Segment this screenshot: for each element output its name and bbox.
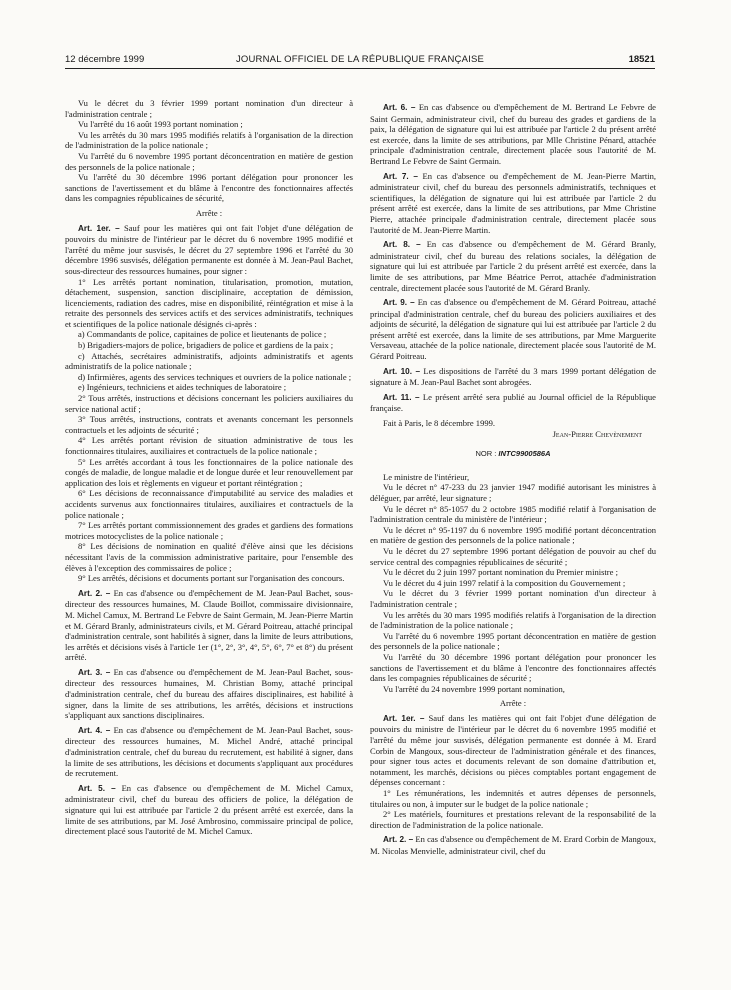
paragraph-text: Vu le décret du 27 septembre 1996 portant délégation de pouvoir au chef du service central des compagnies républicaines de sécurité ; bbox=[370, 545, 656, 567]
paragraph-text: Vu l'arrêté du 30 décembre 1996 portant délégation pour prononcer les sanctions de l'avertissement et du blâme à l'encontre des fonctionnaires affectés dans les compagnies républicaines de sécurité ; bbox=[370, 651, 656, 684]
paragraph-text: Vu l'arrêté du 16 août 1993 portant nomination ; bbox=[78, 119, 243, 130]
paragraph bbox=[370, 788, 656, 809]
article-paragraph bbox=[65, 725, 353, 779]
paragraph bbox=[65, 119, 353, 130]
article-label: Art. 1er. – bbox=[383, 713, 425, 723]
paragraph-text: 5° Les arrêtés accordant à tous les fonctionnaires de la police nationale des congés de maladie, de longue maladie et de longue durée et leur renouvellement par application des lois et règlements en vigueur et portant réintégration ; bbox=[65, 456, 353, 488]
paragraph-text: En cas d'absence ou d'empêchement de M. Gérard Branly, administrateur civil, chef du bureau des relations sociales, la délégation de signature qui lui est attribuée par l'article 2 du présent arrêté est exercée, dans la limite de ses attributions, par Mme Béatrice Perrot, attachée d'administration centrale, directement placée sous l'autorité de M. Gérard Branly. bbox=[370, 239, 656, 293]
paragraph-text: 4° Les arrêtés portant révision de situation administrative de tous les fonctionnaires titulaires, auxiliaires et contractuels de la police nationale ; bbox=[65, 435, 353, 456]
paragraph bbox=[65, 382, 353, 393]
paragraph-text: Vu l'arrêté du 30 décembre 1996 portant délégation pour prononcer les sanctions de l'avertissement et du blâme à l'encontre des fonctionnaires affectés dans les compagnies républicaines de sécurité, bbox=[65, 172, 353, 204]
paragraph-text: Jean-Pierre Chevènement bbox=[552, 428, 642, 439]
paragraph-text: Vu le décret du 4 juin 1997 relatif à la composition du Gouvernement ; bbox=[383, 577, 626, 588]
paragraph bbox=[370, 482, 656, 503]
paragraph-text: NOR : bbox=[475, 449, 497, 459]
paragraph-text: Vu le décret n° 85-1057 du 2 octobre 1985 modifié relatif à l'organisation de l'administration centrale du ministère de l'intérieur ; bbox=[370, 503, 656, 525]
paragraph-text: Arrête : bbox=[195, 207, 223, 218]
paragraph bbox=[370, 504, 656, 525]
header-rule bbox=[65, 68, 655, 69]
paragraph bbox=[370, 418, 656, 429]
paragraph-text: e) Ingénieurs, techniciens et aides techniques de laboratoire ; bbox=[78, 382, 287, 393]
paragraph-text: 3° Tous arrêtés, instructions, contrats et avenants concernant les personnels contractuels et les adjoints de sécurité ; bbox=[65, 414, 353, 435]
paragraph bbox=[370, 631, 656, 652]
paragraph bbox=[370, 546, 656, 567]
paragraph bbox=[65, 151, 353, 172]
article-label: Art. 10. – bbox=[383, 366, 421, 376]
paragraph bbox=[65, 340, 353, 351]
paragraph bbox=[65, 130, 353, 151]
article-paragraph bbox=[65, 223, 353, 277]
paragraph bbox=[65, 520, 353, 541]
paragraph-text: Les dispositions de l'arrêté du 3 mars 1999 portant délégation de signature à M. Jean-Paul Bachet sont abrogées. bbox=[370, 365, 656, 388]
paragraph bbox=[65, 393, 353, 414]
paragraph-text: d) Infirmières, agents des services techniques et ouvriers de la police nationale ; bbox=[78, 371, 352, 382]
paragraph bbox=[370, 472, 656, 483]
paragraph-text: En cas d'absence ou d'empêchement de M. Jean-Paul Bachet, sous-directeur des ressources humaines, M. Michel André, attaché principal d'administration centrale, chef du bureau du recrutement, est habilité à signer, dans la limite de ses attributions, les décisions et documents s'appliquant aux procédures de recrutement. bbox=[65, 724, 353, 779]
paragraph bbox=[65, 435, 353, 456]
paragraph bbox=[65, 541, 353, 573]
paragraph-text: 2° Tous arrêtés, instructions et décisions concernant les policiers auxiliaires du service national actif ; bbox=[65, 393, 353, 414]
paragraph-text: En cas d'absence ou d'empêchement de M. Erard Corbin de Mangoux, M. Nicolas Menvielle, administrateur civil, chef du bbox=[370, 834, 656, 856]
article-label: Art. 6. – bbox=[383, 103, 416, 112]
paragraph bbox=[370, 588, 656, 609]
paragraph-text: 6° Les décisions de reconnaissance d'imputabilité au service des maladies et accidents survenus aux fonctionnaires titulaires, auxiliaires et contractuels de la police nationale ; bbox=[65, 488, 353, 520]
paragraph-text: 8° Les décisions de nomination en qualité d'élève ainsi que les décisions nécessitant l'avis de la commission administrative paritaire, pour l'ensemble des élèves à l'exception des commissaires de police ; bbox=[65, 541, 353, 573]
paragraph-text: En cas d'absence ou d'empêchement de M. Jean-Paul Bachet, sous-directeur des ressources humaines, M. Christian Bomy, attaché principal d'administration centrale, chef du bureau des affaires disciplinaires, est habilité à signer, dans la limite de ses attributions, les arrêtés, décisions et instructions s'appliquant aux sanctions disciplinaires. bbox=[65, 666, 353, 721]
right-column bbox=[370, 98, 656, 857]
paragraph-text: Vu le décret du 3 février 1999 portant nomination d'un directeur à l'administration centrale ; bbox=[370, 588, 656, 609]
article-paragraph bbox=[370, 366, 656, 388]
article-label: Art. 7. – bbox=[383, 171, 418, 181]
paragraph bbox=[65, 414, 353, 435]
paragraph bbox=[65, 172, 353, 204]
article-label: Art. 9. – bbox=[383, 298, 415, 308]
article-paragraph bbox=[370, 239, 656, 293]
paragraph-text: Vu l'arrêté du 24 novembre 1999 portant nomination, bbox=[383, 683, 565, 694]
article-label: Art. 3. – bbox=[78, 667, 111, 677]
paragraph bbox=[370, 684, 656, 695]
paragraph-text: Vu l'arrêté du 6 novembre 1995 portant déconcentration en matière de gestion des personnels de la police nationale ; bbox=[65, 150, 353, 172]
paragraph-text: 1° Les arrêtés portant nomination, titularisation, promotion, mutation, détachement, suspension, sanction disciplinaire, acceptation de démission, licenciements, radiation des cadres, mise en disponibilité, réintégration et mise à la retraite des personnels des services actifs et des services administratifs, techniques et scientifiques de la police nationale désignés ci-après : bbox=[65, 276, 353, 329]
article-label: Art. 1er. – bbox=[78, 223, 120, 233]
paragraph-text: 1° Les rémunérations, les indemnités et autres dépenses de personnels, titulaires ou non, à imputer sur le budget de la police nationale ; bbox=[370, 788, 656, 809]
paragraph bbox=[370, 610, 656, 631]
paragraph-text: Le présent arrêté sera publié au Journal officiel de la République française. bbox=[370, 391, 656, 414]
paragraph-text: Le ministre de l'intérieur, bbox=[383, 471, 470, 482]
paragraph-text: En cas d'absence ou d'empêchement de M. Jean-Paul Bachet, sous-directeur des ressources humaines, M. Claude Boillot, commissaire divisionnaire, M. Michel Camux, M. Bertrand Le Febvre de Saint Germain, M. Jean-Pierre Martin et M. Gérard Branly, administrateurs civils, et M. Gérard Poitreau, attaché principal d'administration centrale, sont habilités à signer, dans la limite de leurs attributions, les arrêtés et décisions visés à l'article 1er (1°, 2°, 3°, 4°, 5°, 6°, 7° et 8°) du présent arrêté. bbox=[65, 587, 353, 663]
paragraph bbox=[65, 277, 353, 330]
paragraph bbox=[370, 809, 656, 830]
page-number: 18521 bbox=[628, 54, 655, 65]
paragraph-text: Fait à Paris, le 8 décembre 1999. bbox=[383, 418, 496, 429]
paragraph bbox=[370, 449, 656, 460]
journal-title: JOURNAL OFFICIEL DE LA RÉPUBLIQUE FRANÇAISE bbox=[235, 54, 485, 65]
issue-date: 12 décembre 1999 bbox=[65, 54, 145, 65]
paragraph bbox=[370, 698, 656, 709]
article-label: Art. 2. – bbox=[78, 588, 111, 598]
paragraph bbox=[65, 329, 353, 340]
article-paragraph bbox=[370, 171, 656, 236]
paragraph-text: En cas d'absence ou d'empêchement de M. Michel Camux, administrateur civil, chef du bureau des officiers de police, la délégation de signature qui lui est attribuée par l'article 2 du présent arrêté est exercée, dans la limite de ses attributions, par M. José Ambrosino, commissaire principal de police, directement placé sous l'autorité de M. Michel Camux. bbox=[65, 782, 353, 837]
left-column bbox=[65, 98, 353, 837]
paragraph bbox=[370, 525, 656, 546]
paragraph-text: 9° Les arrêtés, décisions et documents portant sur l'organisation des concours. bbox=[78, 573, 345, 584]
paragraph bbox=[370, 567, 656, 578]
paragraph-text: Vu le décret n° 47-233 du 23 janvier 1947 modifié autorisant les ministres à déléguer, par arrêté, leur signature ; bbox=[370, 482, 656, 503]
article-label: Art. 4. – bbox=[78, 725, 111, 735]
paragraph bbox=[65, 98, 353, 119]
paragraph-text: Vu les arrêtés du 30 mars 1995 modifiés relatifs à l'organisation de la direction de l'administration de la police nationale ; bbox=[370, 609, 656, 631]
paragraph-text: a) Commandants de police, capitaines de police et lieutenants de police ; bbox=[78, 329, 327, 340]
paragraph bbox=[65, 457, 353, 489]
article-paragraph bbox=[370, 102, 656, 167]
paragraph-text: Vu les arrêtés du 30 mars 1995 modifiés relatifs à l'organisation de la direction de l'administration de la police nationale ; bbox=[65, 129, 353, 151]
paragraph-text: Vu le décret du 2 juin 1997 portant nomination du Premier ministre ; bbox=[383, 567, 618, 578]
paragraph-text: Sauf dans les matières qui ont fait l'objet d'une délégation de pouvoirs du ministre de l'intérieur par le décret du 6 novembre 1995 modifié et l'arrêté du même jour susvisés, délégation permanente est donnée à M. Erard Corbin de Mangoux, sous-directeur de l'administration générale et des finances, pour signer tous actes et documents relevant de son domaine d'attribution et, notamment, les marchés, décisions ou pièces comptables portant engagement de dépenses concernant : bbox=[370, 712, 656, 788]
paragraph-text: Sauf pour les matières qui ont fait l'objet d'une délégation de pouvoirs du ministre de l'intérieur par le décret du 6 novembre 1995 modifié et l'arrêté du même jour susvisés, le décret du 27 septembre 1996 et l'arrêté du 30 décembre 1996 susvisés, délégation permanente est donnée à M. Jean-Paul Bachet, sous-directeur des ressources humaines, pour signer : bbox=[65, 222, 353, 276]
article-paragraph bbox=[65, 667, 353, 721]
paragraph-text: b) Brigadiers-majors de police, brigadiers de police et gardiens de la paix ; bbox=[78, 340, 334, 351]
article-paragraph bbox=[65, 588, 353, 663]
paragraph bbox=[65, 573, 353, 584]
paragraph bbox=[65, 372, 353, 383]
article-paragraph bbox=[370, 297, 656, 362]
paragraph-text: En cas d'absence ou d'empêchement de M. Bertrand Le Febvre de Saint Germain, administrateur civil, chef du bureau des grades et gardiens de la paix, la délégation de signature qui lui est attribuée par l'article 2 du présent arrêté est exercée, dans la limite de ses attributions, par Mlle Christine Pénard, attachée principale d'administration centrale, directement placée sous l'autorité de M. Bertrand Le Febvre de Saint Germain. bbox=[370, 102, 656, 166]
paragraph-text: Arrête : bbox=[499, 698, 527, 709]
article-label: Art. 8. – bbox=[383, 240, 421, 250]
paragraph-text: Vu l'arrêté du 6 novembre 1995 portant déconcentration en matière de gestion des personnels de la police nationale ; bbox=[370, 630, 656, 652]
paragraph bbox=[65, 488, 353, 520]
paragraph-text: Vu le décret n° 95-1197 du 6 novembre 1995 modifié portant déconcentration en matière de gestion des personnels de la police nationale ; bbox=[370, 524, 656, 546]
paragraph-text: c) Attachés, secrétaires administratifs, adjoints administratifs et agents administratifs de la police nationale ; bbox=[65, 350, 353, 372]
nor-code: INTC9900586A bbox=[498, 449, 551, 459]
article-paragraph bbox=[65, 783, 353, 837]
paragraph-text: En cas d'absence ou d'empêchement de M. Jean-Pierre Martin, administrateur civil, chef du bureau des personnels administratifs, techniques et scientifiques, la délégation de signature qui lui est attribuée par l'article 2 du présent arrêté est exercée, dans la limite de ses attributions, par Mme Christine Pierre, attachée principale d'administration centrale, directement placée sous l'autorité de M. Jean-Pierre Martin. bbox=[370, 170, 656, 235]
paragraph bbox=[65, 351, 353, 372]
article-label: Art. 2. – bbox=[383, 835, 414, 845]
paragraph bbox=[370, 429, 656, 440]
article-paragraph bbox=[370, 834, 656, 856]
paragraph bbox=[65, 208, 353, 219]
paragraph-text: 7° Les arrêtés portant commissionnement des grades et gardiens des formations motrices motocyclistes de la police nationale ; bbox=[65, 520, 353, 541]
paragraph-text: 2° Les matériels, fournitures et prestations relevant de la responsabilité de la direction de l'administration de la police nationale. bbox=[370, 809, 656, 830]
paragraph bbox=[370, 578, 656, 589]
article-label: Art. 5. – bbox=[78, 783, 116, 793]
paragraph-text: Vu le décret du 3 février 1999 portant nomination d'un directeur à l'administration centrale ; bbox=[65, 98, 353, 119]
article-label: Art. 11. – bbox=[383, 392, 420, 402]
paragraph-text: En cas d'absence ou d'empêchement de M. Gérard Poitreau, attaché principal d'administration centrale, chef du bureau des policiers auxiliaires et des adjoints de sécurité, la délégation de signature qui lui est attribuée par l'article 2 du présent arrêté est exercée, dans la limite de ses attributions, par Mme Marguerite Versaveau, attachée de la police nationale, directement placée sous l'autorité de M. Gérard Poitreau. bbox=[370, 297, 656, 362]
paragraph bbox=[370, 652, 656, 684]
article-paragraph bbox=[370, 713, 656, 788]
article-paragraph bbox=[370, 392, 656, 414]
